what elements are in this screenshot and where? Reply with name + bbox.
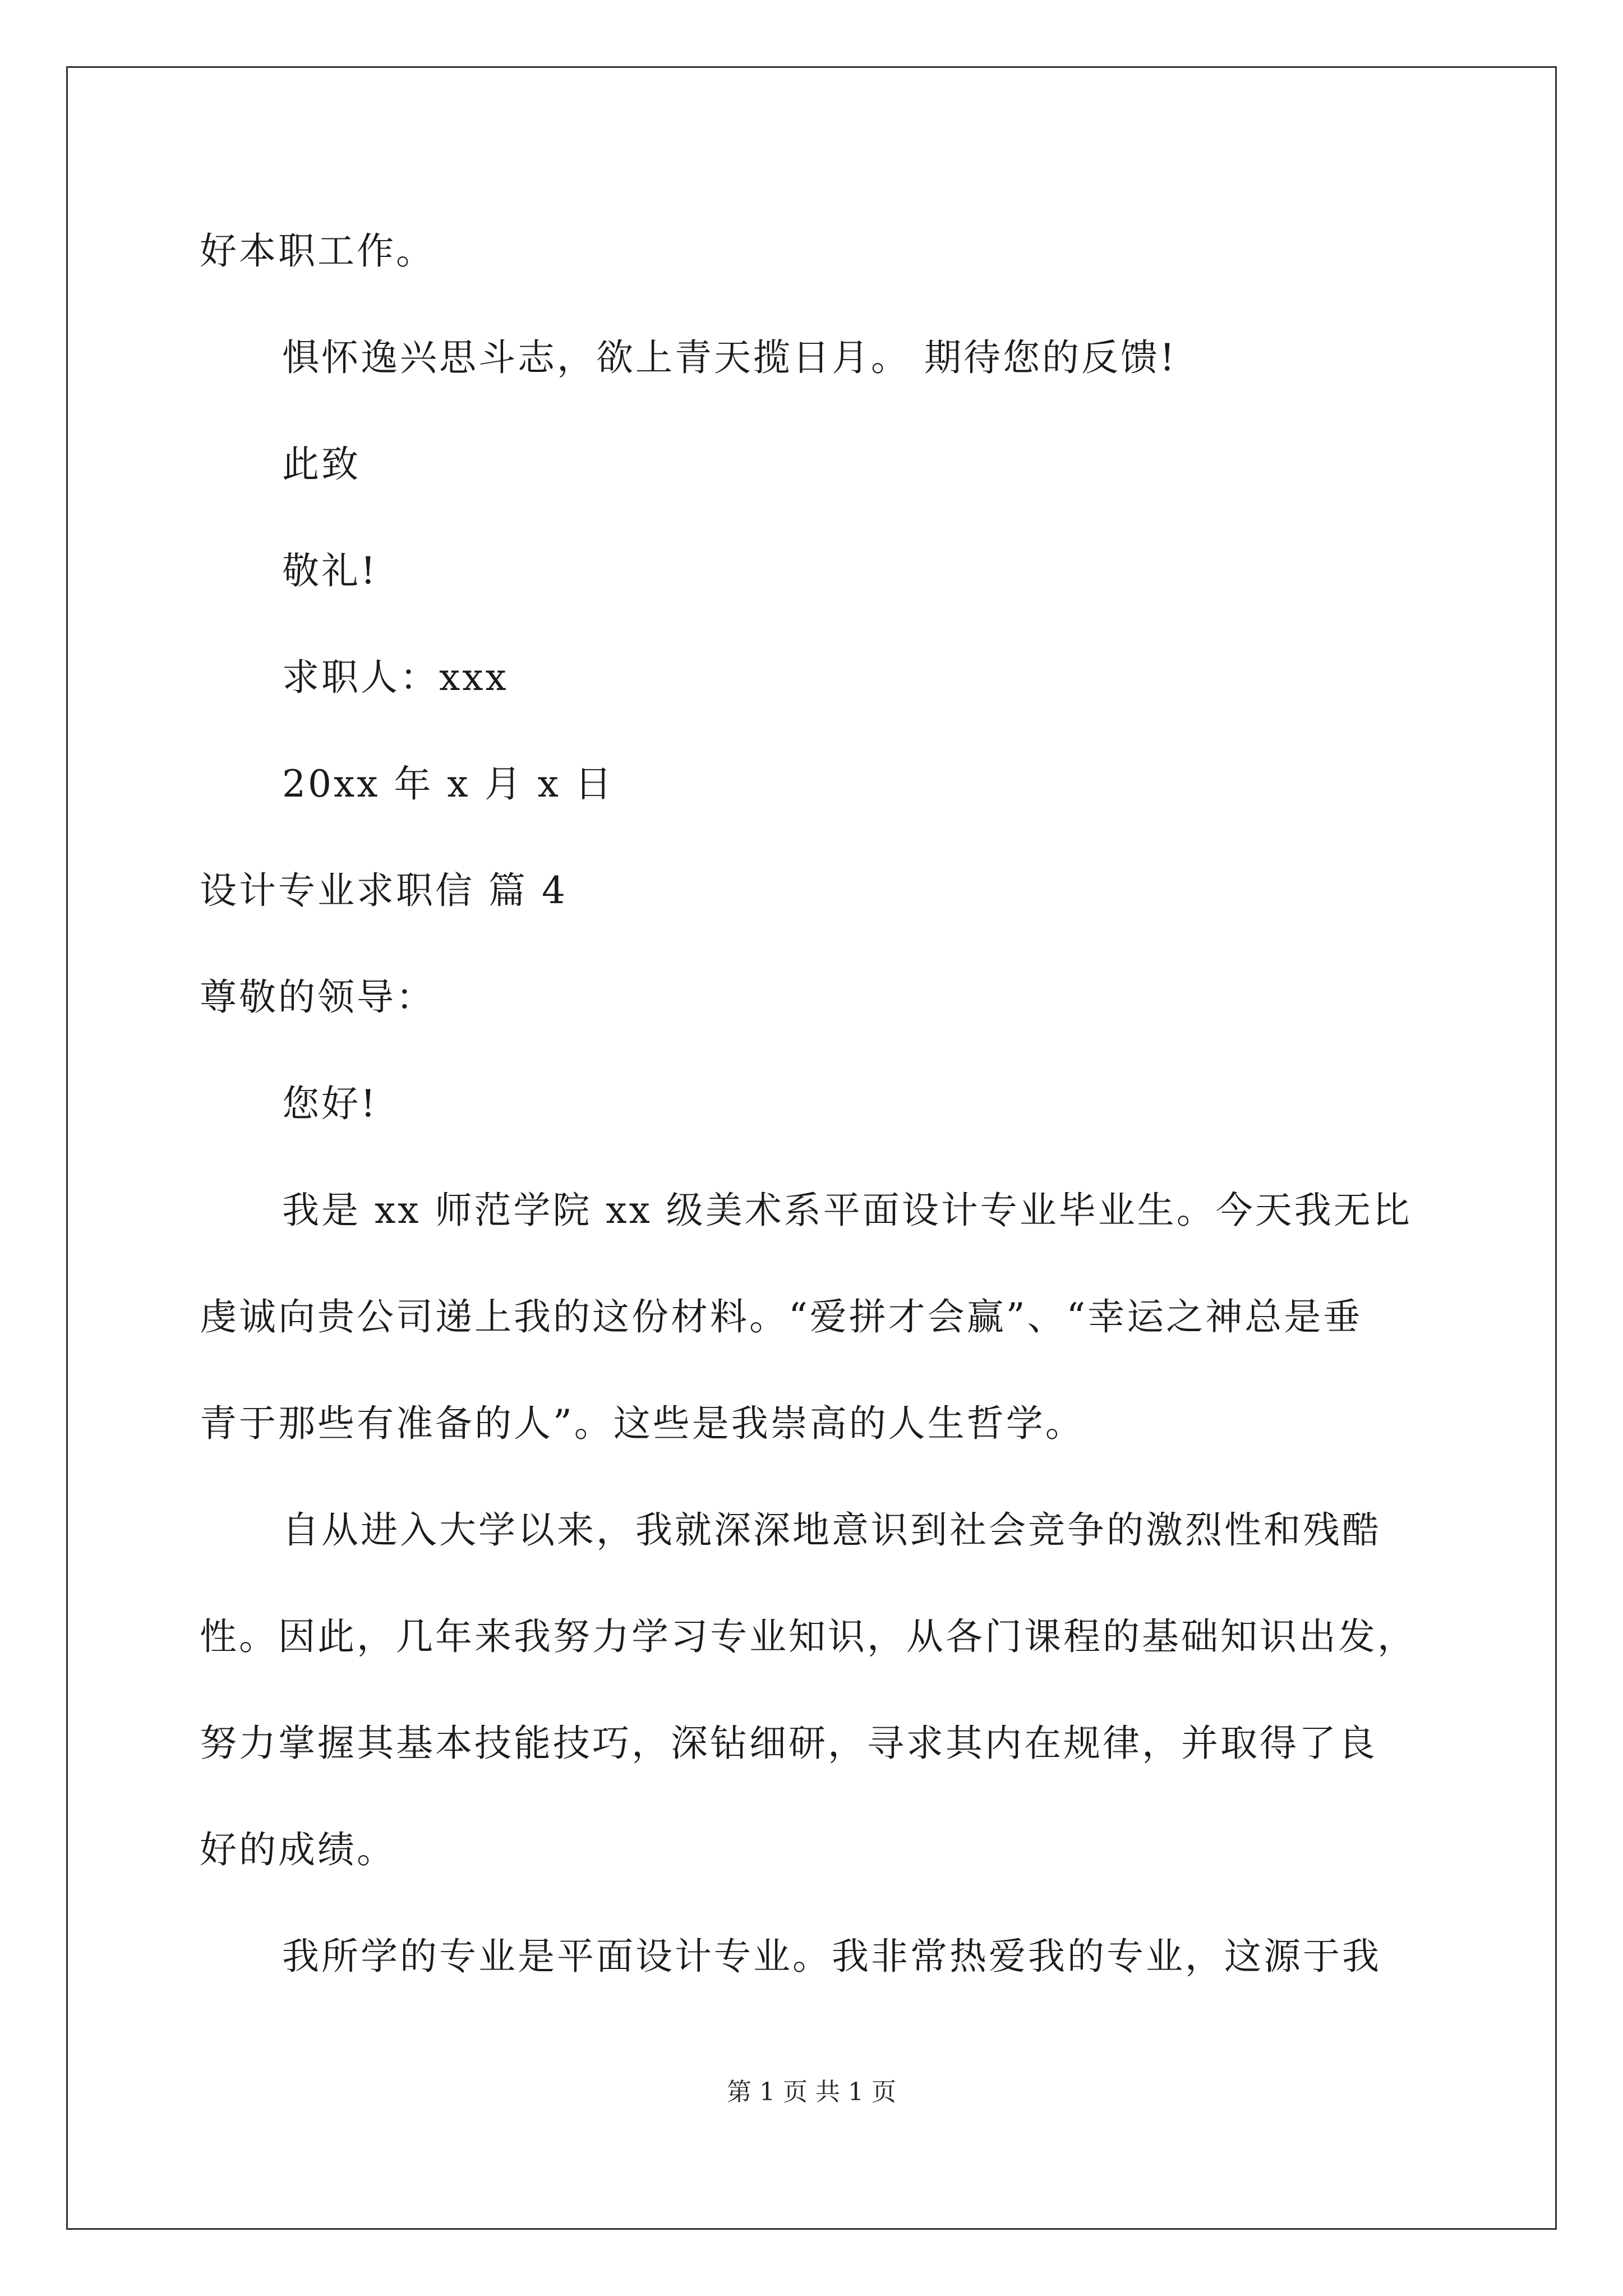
page-border: [66, 66, 1557, 2230]
text-line-10: 我是 xx 师范学院 xx 级美术系平面设计专业毕业生。今天我无比: [282, 1189, 1412, 1232]
section-heading: 设计专业求职信 篇 4: [200, 869, 568, 912]
greeting: 您好!: [282, 1082, 378, 1125]
text-line-4: 敬礼!: [282, 549, 378, 592]
text-line-6: 20xx 年 x 月 x 日: [282, 762, 614, 806]
text-line-17: 我所学的专业是平面设计专业。我非常热爱我的专业，这源于我: [282, 1935, 1381, 1978]
text-line-16: 好的成绩。: [200, 1828, 396, 1871]
text-line-11: 虔诚向贵公司递上我的这份材料。“爱拼才会赢”、“幸运之神总是垂: [200, 1295, 1363, 1338]
text-line-13: 自从进入大学以来，我就深深地意识到社会竞争的激烈性和残酷: [282, 1508, 1381, 1552]
text-line-12: 青于那些有准备的人”。这些是我崇高的人生哲学。: [200, 1402, 1085, 1445]
page-footer: 第 1 页 共 1 页: [727, 2078, 896, 2106]
text-line-1: 好本职工作。: [200, 229, 435, 273]
text-line-14: 性。因此，几年来我努力学习专业知识，从各门课程的基础知识出发，: [200, 1615, 1417, 1658]
text-line-15: 努力掌握其基本技能技巧，深钻细研，寻求其内在规律，并取得了良: [200, 1722, 1377, 1765]
text-line-2: 惧怀逸兴思斗志，欲上青天揽日月。 期待您的反馈!: [282, 336, 1177, 379]
text-line-5: 求职人：xxx: [282, 656, 509, 699]
text-line-3: 此致: [282, 443, 361, 486]
salutation: 尊敬的领导：: [200, 976, 435, 1019]
